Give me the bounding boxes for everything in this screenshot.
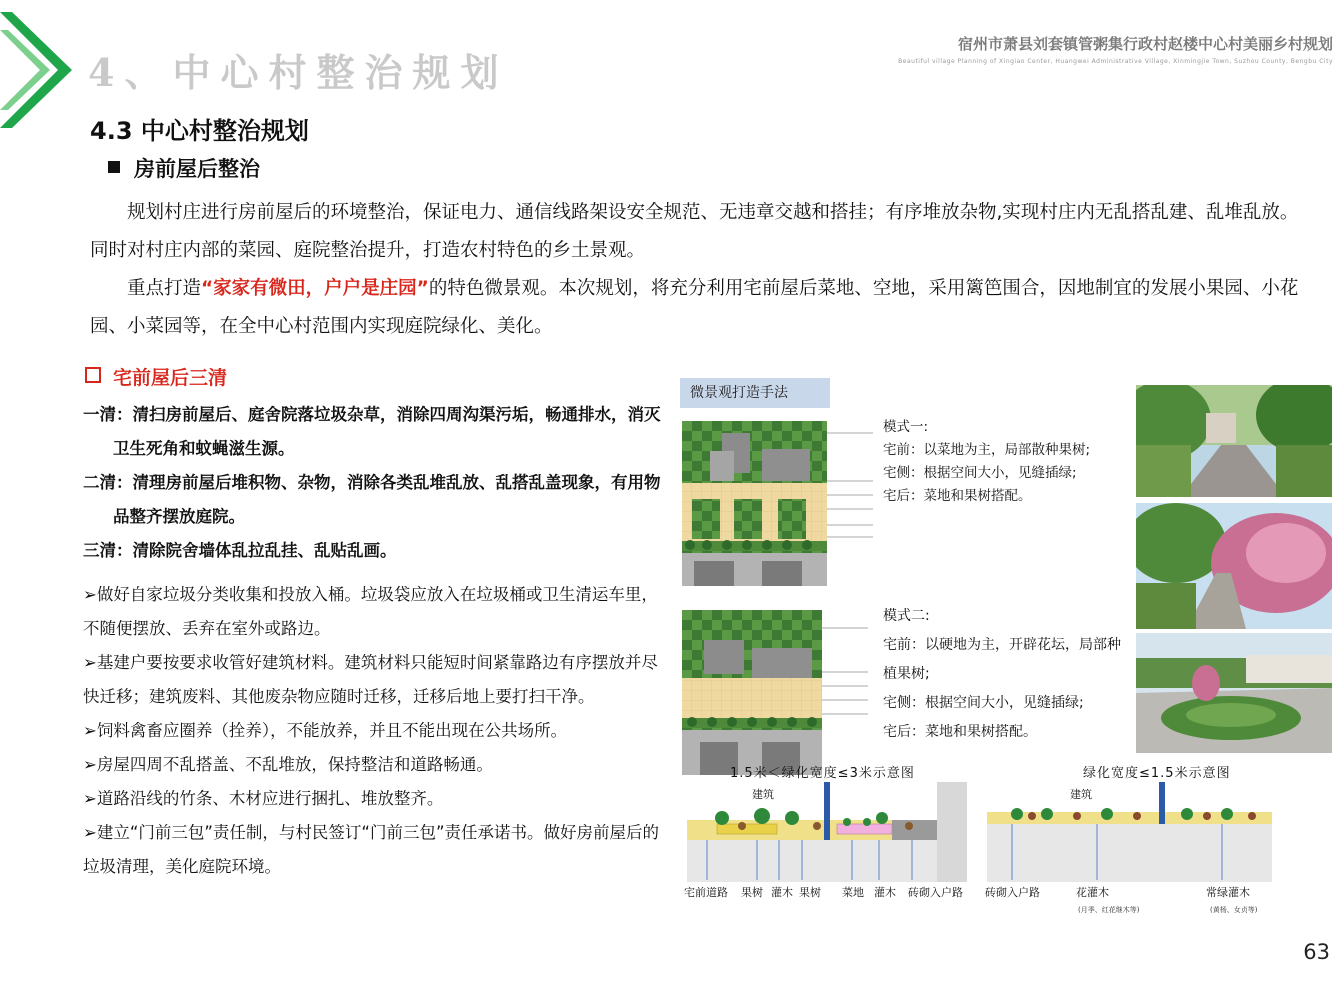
village-lane-photo [1136, 385, 1332, 497]
flowering-trees-photo [1136, 503, 1332, 629]
list-item: ➢建立“门前三包”责任制，与村民签订“门前三包”责任承诺书。做好房前屋后的垃圾清理，美化庭院环境。 [83, 823, 660, 876]
list-item: 三清：清除院舍墙体乱拉乱挂、乱贴乱画。 [83, 541, 397, 560]
micro-landscape-label: 微景观打造手法 [680, 378, 830, 408]
rules-list [83, 578, 668, 884]
section2-label-brick-path: 砖砌入户路 [985, 886, 1040, 899]
list-item: ➢房屋四周不乱搭盖、不乱堆放，保持整洁和道路畅通。 [83, 755, 493, 774]
slogan-highlight: “家家有微田，户户是庄园” [201, 278, 429, 299]
section2-label-flowering-shrub: 花灌木 [1076, 886, 1109, 899]
list-item: 二清：清理房前屋后堆积物、杂物，消除各类乱堆乱放、乱搭乱盖现象，有用物品整齐摆放庭院。 [83, 473, 661, 526]
section1-label-fruit2: 果树 [799, 886, 821, 899]
square-bullet-icon [108, 161, 120, 173]
mode1-callout-lines [827, 425, 875, 540]
list-item: ➢饲料禽畜应圈养（拴养），不能放养，并且不能出现在公共场所。 [83, 721, 568, 740]
list-item: ➢做好自家垃圾分类收集和投放入桶。垃圾袋应放入在垃圾桶或卫生清运车里，不随便摆放、丢弃在室外或路边。 [83, 585, 658, 638]
section2-diagram [987, 782, 1272, 882]
section1-label-road: 宅前道路 [684, 886, 728, 899]
mode2-plan-diagram [682, 610, 822, 775]
section1-building-label: 建筑 [752, 788, 774, 801]
section1-label-shrub2: 灌木 [874, 886, 896, 899]
section1-diagram [687, 782, 967, 882]
section2-building-label: 建筑 [1070, 788, 1092, 801]
three-clean-list [83, 398, 668, 568]
list-item: 一清：清扫房前屋后、庭舍院落垃圾杂草，消除四周沟渠污垢，畅通排水，消灭卫生死角和蚊蝇滋生源。 [83, 405, 661, 458]
mode1-plan-diagram [682, 421, 827, 586]
mode2-callout-lines [822, 620, 870, 725]
three-clean-title: 宅前屋后三清 [85, 363, 227, 390]
project-subtitle: Beautiful village Planning of Xingiao Center, Huangwei Administrative Village, Xinmingjie Town, Suzhou County, Bengbu City [898, 58, 1333, 65]
chevron-logo-icon [0, 0, 80, 140]
list-item: ➢基建户要按要求收管好建筑材料。建筑材料只能短时间紧靠路边有序摆放并尽快迁移；建筑废料、其他废杂物应随时迁移，迁移后地上要打扫干净。 [83, 653, 658, 706]
section2-note-evergreen: (黄杨、女贞等) [1210, 906, 1258, 914]
section1-title: 1.5米＜绿化宽度≤3米示意图 [730, 766, 915, 781]
paragraph-2: 重点打造“家家有微田，户户是庄园”的特色微景观。本次规划，将充分利用宅前屋后菜地、空地，采用篱笆围合，因地制宜的发展小果园、小花园、小菜园等，在全中心村范围内实现庭院绿化、美化。 [90, 278, 1299, 337]
page-number: 63 [1303, 940, 1330, 964]
section2-label-evergreen-shrub: 常绿灌木 [1206, 886, 1250, 899]
paragraph-1: 规划村庄进行房前屋后的环境整治，保证电力、通信线路架设安全规范、无违章交越和搭挂；有序堆放杂物,实现村庄内无乱搭乱建、乱堆乱放。同时对村庄内部的菜园、庭院整治提升，打造农村特色的乡土景观。 [90, 202, 1299, 261]
section1-label-shrub1: 灌木 [771, 886, 793, 899]
project-title: 宿州市萧县刘套镇管粥集行政村赵楼中心村美丽乡村规划 [957, 35, 1333, 53]
mode2-description: 模式二: 宅前：以硬地为主，开辟花坛，局部种植果树; 宅侧：根据空间大小，见缝插绿; 宅后：菜地和果树搭配。 [883, 608, 1121, 740]
section1-label-fruit1: 果树 [741, 886, 763, 899]
subheading: 房前屋后整治 [108, 153, 260, 183]
page-heading: 4.3 中心村整治规划 [90, 117, 309, 145]
section2-title: 绿化宽度≤1.5米示意图 [1083, 766, 1231, 781]
mode1-description: 模式一: 宅前：以菜地为主，局部散种果树; 宅侧：根据空间大小，见缝插绿; 宅后：菜地和果树搭配。 [883, 419, 1091, 504]
list-item: ➢道路沿线的竹条、木材应进行捆扎、堆放整齐。 [83, 789, 444, 808]
section2-note-flowering: (月季、红花继木等) [1078, 906, 1140, 914]
section-title: 4、中心村整治规划 [88, 50, 509, 95]
section1-label-brick-path: 砖砌入户路 [908, 886, 963, 899]
section1-label-vegetable: 菜地 [842, 886, 864, 899]
courtyard-garden-photo [1136, 633, 1332, 753]
checkbox-square-icon [85, 367, 101, 383]
